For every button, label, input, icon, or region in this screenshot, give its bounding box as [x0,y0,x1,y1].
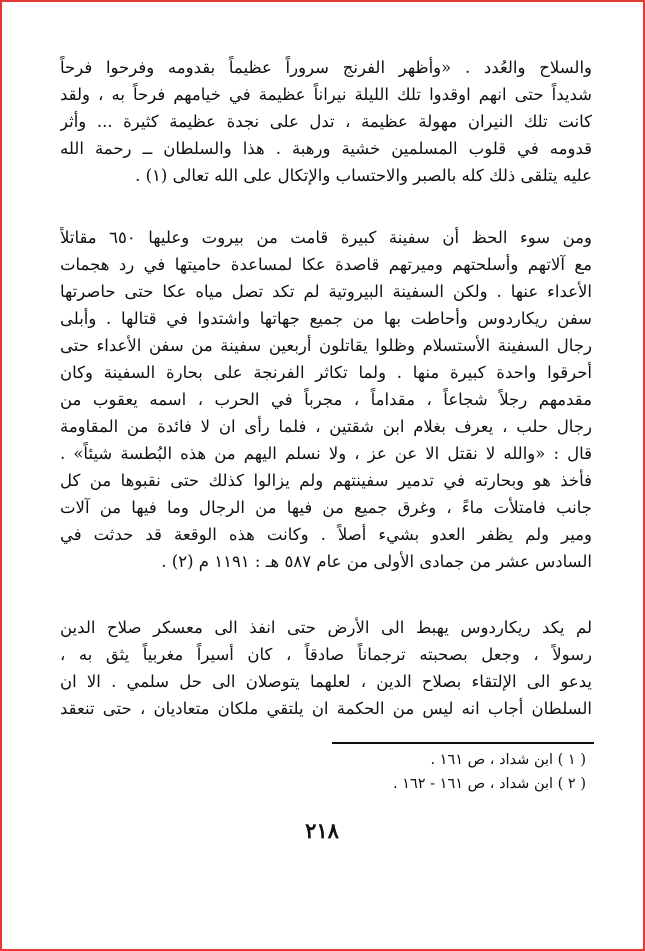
footnote-1: ( ١ ) ابن شداد ، ص ١٦١ . [430,752,586,768]
text-line: قال : «والله لا نقتل الا عن عز ، ولا نسلم اليهم من هذه البُطسة شيئاً» . [60,444,592,463]
text-line: مقدمهم رجلاً شجاعاً ، مقداماً ، مجرباً في الحرب ، اسمه يعقوب من [60,390,592,409]
paragraph-3 [60,614,592,722]
footnote-2: ( ٢ ) ابن شداد ، ص ١٦١ - ١٦٢ . [392,776,586,792]
text-line: والسلاح والعُدد . «وأظهر الفرنج سروراً عظيماً بقدومه وفرحوا فرحاً [60,58,592,77]
text-line: رجال السفينة الأستسلام وظلوا يقاتلون أربعين سفينة من سفن الأعداء حتى [60,336,592,355]
text-line: ومير ولم يظفر العدو بشيء أصلاً . وكانت هذه الوقعة قد حدثت في [60,525,592,544]
text-line: فأخذ هو وبحارته في تدمير سفينتهم ولم يزالوا كذلك حتى نقبوها من كل [60,471,592,490]
page-number: ٢١٨ [305,818,339,843]
text-line: شديداً حتى انهم اوقدوا تلك الليلة نيراناً عظيمة في خيامهم فرحاً به ، ولقد [60,85,592,104]
text-line: سفن ريكاردوس وأحاطت بها من جميع جهاتها واشتدوا في قتالها . وأبلى [60,309,592,328]
text-line: ومن سوء الحظ أن سفينة كبيرة قامت من بيروت وعليها ٦٥٠ مقاتلاً [60,228,592,247]
paragraph-2 [60,224,592,575]
text-line: لم يكد ريكاردوس يهبط الى الأرض حتى انفذ الى معسكر صلاح الدين [60,618,592,637]
text-line: السلطان أجاب انه ليس من الحكمة ان يلتقي ملكان متعاديان ، حتى تنعقد [60,699,592,718]
footnotes [60,748,592,796]
text-line: كانت تلك النيران مهولة عظيمة ، تدل على نجدة عظيمة كثيرة ... وأثر [60,112,592,131]
paragraph-1 [60,54,592,189]
text-line: أحرقوا واحدة كبيرة منها . ولما تكاثر الفرنجة على بحارة السفينة وكان [60,363,592,382]
text-line: مع آلاتهم وأسلحتهم وميرتهم قاصدة عكا لمساعدة حاميتها في رد هجمات [60,255,592,274]
text-line: يدعو الى الإلتقاء بصلاح الدين ، لعلهما يتوصلان الى حل سلمي . الا ان [60,672,592,691]
footnote-divider [332,742,594,744]
text-line: رجال حلب ، يعرف بغلام ابن شقتين ، فلما رأى ان لا فائدة من المقاومة [60,417,592,436]
text-line: رسولاً ، وجعل بصحبته ترجماناً صادقاً ، كان أسيراً مغربياً يثق به ، [60,645,592,664]
text-line: عليه يتلقى ذلك كله بالصبر والاحتساب والإتكال على الله تعالى (١) . [135,166,592,185]
text-line: الأعداء عنها . ولكن السفينة البيروتية لم تكد تصل مياه عكا حتى حاصرتها [60,282,592,301]
text-line: جانب فامتلأت ماءً ، وغرق جميع من فيها من الرجال وما فيها من آلات [60,498,592,517]
text-line: السادس عشر من جمادى الأولى من عام ٥٨٧ هـ : ١١٩١ م (٢) . [161,552,592,571]
text-line: قدومه في قلوب المسلمين خشية ورهبة . هذا والسلطان ــ رحمة الله [60,139,592,158]
